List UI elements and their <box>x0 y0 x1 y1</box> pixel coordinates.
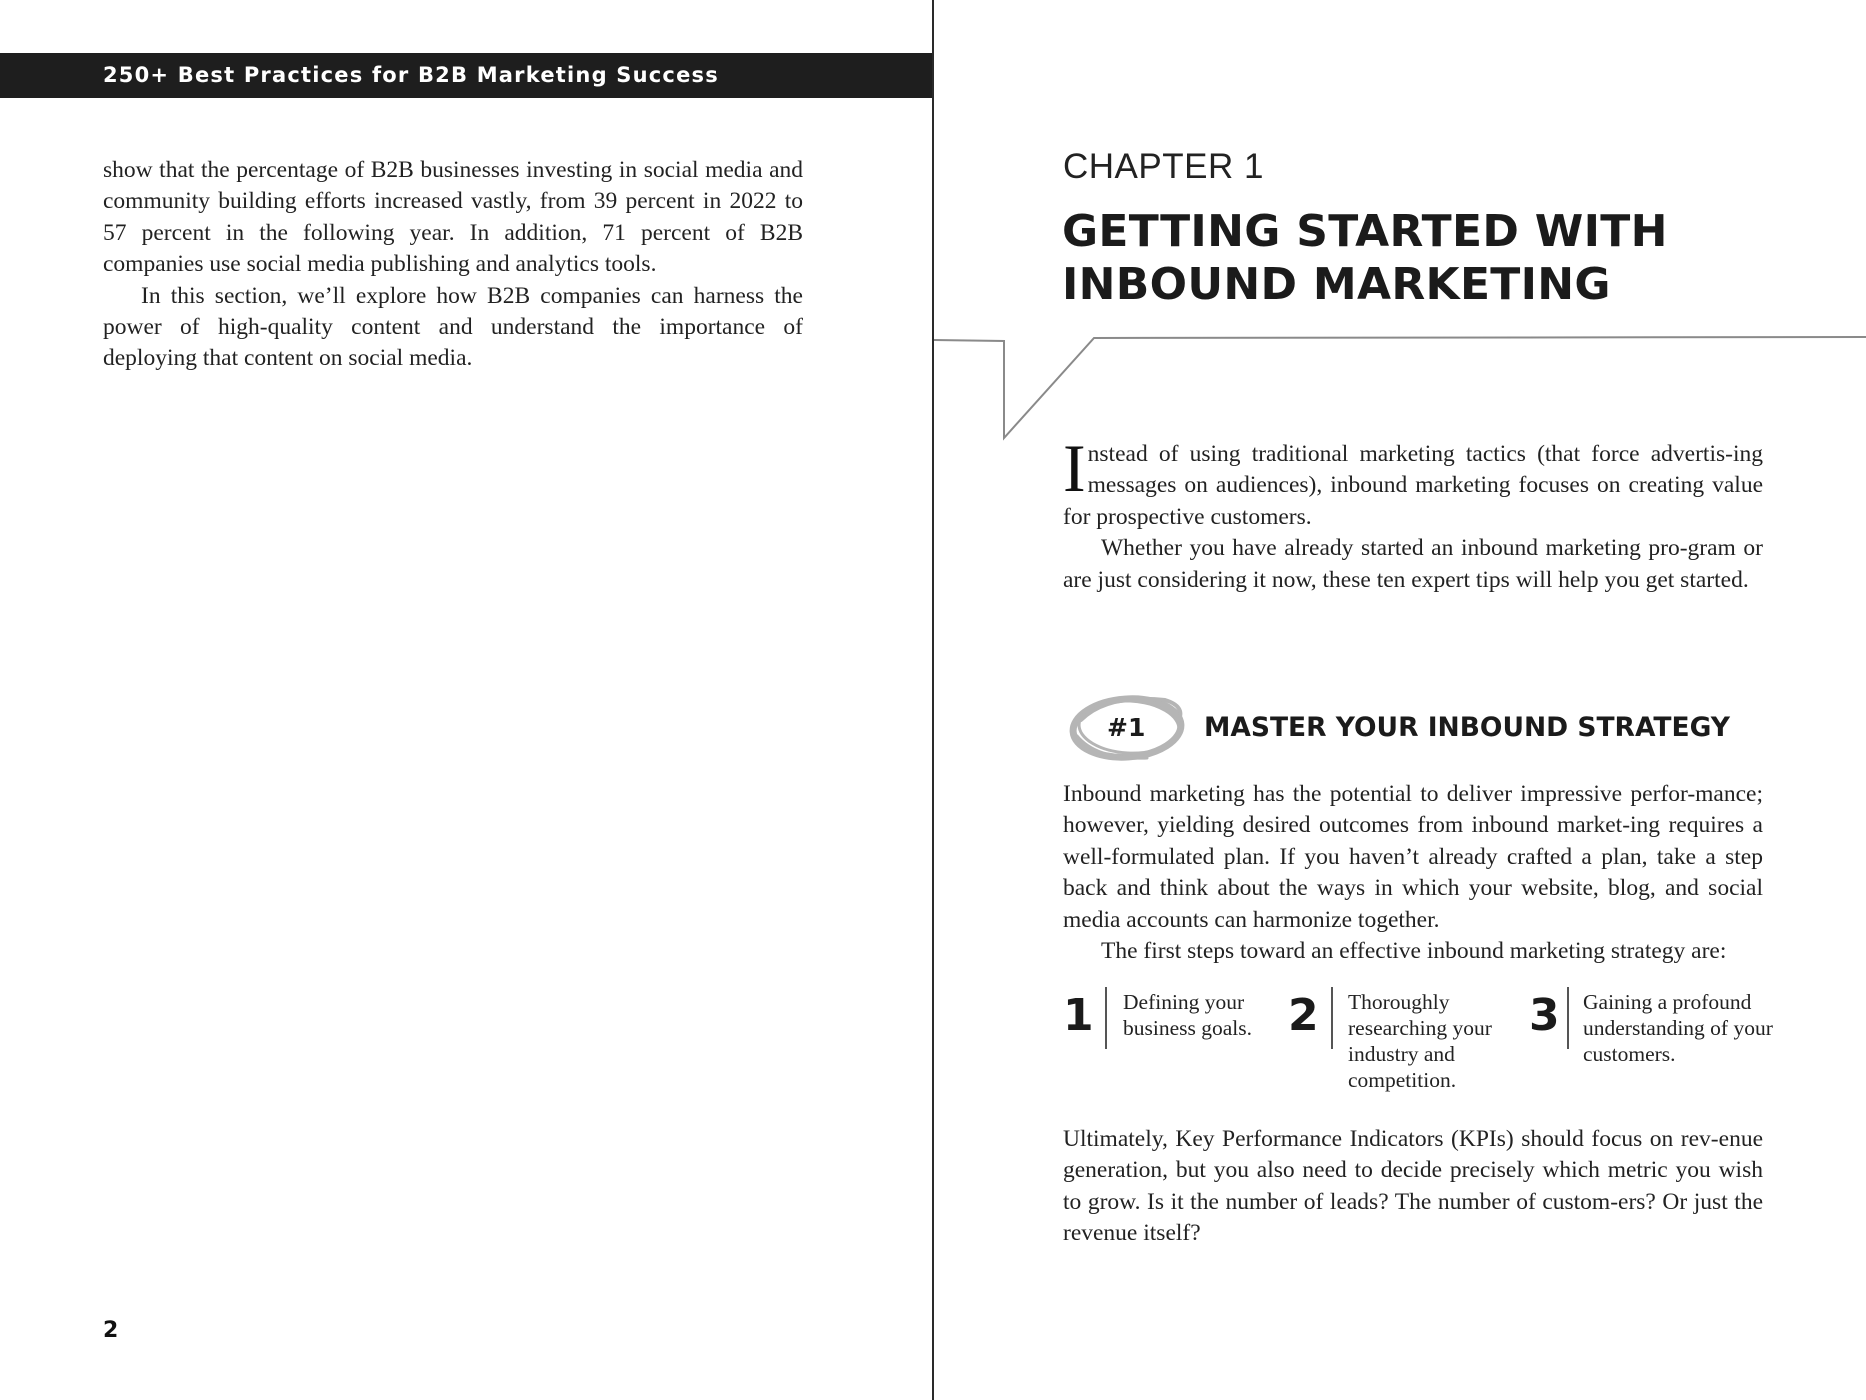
tip-badge <box>1067 690 1191 766</box>
intro-paragraph-1 <box>1063 430 1763 533</box>
chapter-label: CHAPTER 1 <box>1063 147 1264 186</box>
tip-paragraph-2: The first steps toward an effective inbound marketing strategy are: <box>1101 938 1727 965</box>
tip-body-text <box>1063 779 1763 967</box>
drop-cap: I <box>1063 430 1086 506</box>
callout-rule <box>934 0 1866 460</box>
intro-paragraph-2: Whether you have already started an inbound marketing pro-gram or are just considering it now, these ten expert tips will help you get started. <box>1063 535 1763 593</box>
step-text: Gaining a profound understanding of your customers. <box>1583 990 1773 1066</box>
tip-number: #1 <box>1107 713 1146 742</box>
step-number: 1 <box>1063 990 1094 1041</box>
step-divider <box>1105 987 1107 1049</box>
left-page <box>0 0 932 1400</box>
step-text: Defining your business goals. <box>1123 990 1252 1040</box>
left-paragraph-2: In this section, we’ll explore how B2B companies can harness the power of high-quality content and understand the importance of deploying that content on social media. <box>103 282 803 372</box>
chapter-title: GETTING STARTED WITH INBOUND MARKETING <box>1062 206 1668 310</box>
closing-paragraph: Ultimately, Key Performance Indicators (KPIs) should focus on rev-enue generation, but you also need to decide precisely which metric you wish to grow. Is it the number of leads? The number of custom-ers? Or just the revenue itself? <box>1063 1126 1763 1247</box>
step-number: 2 <box>1288 990 1319 1041</box>
page-number: 2 <box>103 1318 119 1343</box>
left-paragraph-1: show that the percentage of B2B businesses investing in social media and community building efforts increased vastly, from 39 percent in 2022 to 57 percent in the following year. In addition, 71 percent of B2B companies use social media publishing and analytics tools. <box>103 157 803 278</box>
step-number: 3 <box>1529 990 1560 1041</box>
step-text: Thoroughly researching your industry and competition. <box>1348 990 1492 1092</box>
left-body-text <box>103 155 803 375</box>
steps-list <box>1063 985 1803 1095</box>
running-header-title: 250+ Best Practices for B2B Marketing Success <box>103 63 719 87</box>
tip-title: MASTER YOUR INBOUND STRATEGY <box>1204 712 1730 743</box>
closing-text <box>1063 1124 1763 1250</box>
step-divider <box>1567 987 1569 1049</box>
running-header <box>0 53 932 98</box>
step-divider <box>1331 987 1333 1049</box>
tip-paragraph-1: Inbound marketing has the potential to deliver impressive perfor-mance; however, yielding desired outcomes from inbound market-ing requires a well-formulated plan. If you haven’t already crafted a plan, take a step back and think about the ways in which your website, blog, and social media accounts can harmonize together. <box>1063 781 1763 933</box>
right-page <box>934 0 1866 1400</box>
intro-text <box>1063 430 1763 596</box>
intro-paragraph-1-text: nstead of using traditional marketing tactics (that force advertis-ing messages on audiences), inbound marketing focuses on creating value for prospective customers. <box>1063 441 1763 530</box>
